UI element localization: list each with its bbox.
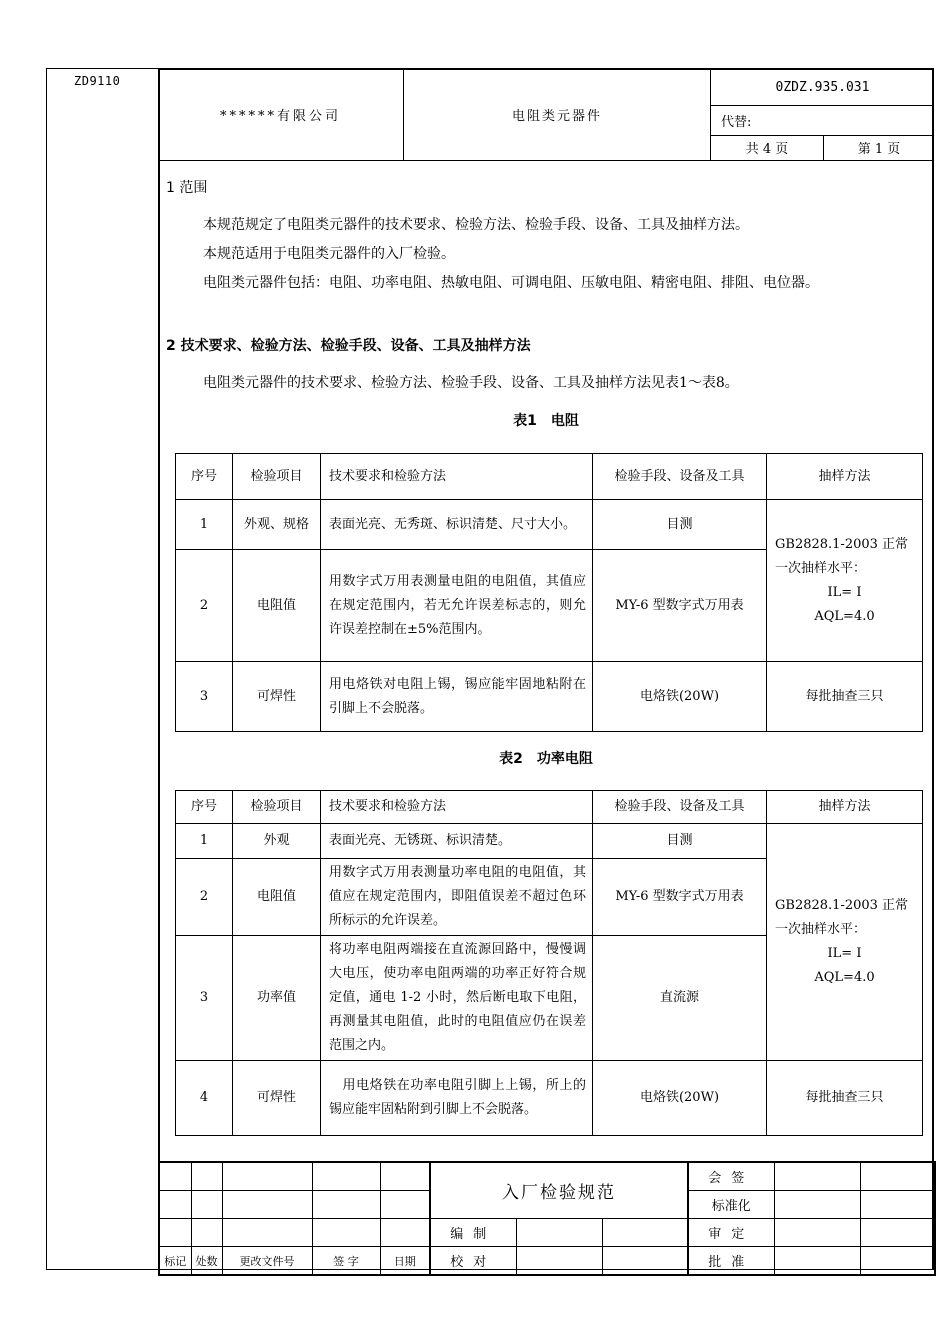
doc-id: ZD9110 bbox=[74, 74, 121, 88]
table-2 bbox=[175, 790, 923, 1136]
cell-sampling bbox=[767, 824, 923, 1061]
cell-item: 电阻值 bbox=[233, 550, 321, 662]
section-1-para-3: 电阻类元器件包括：电阻、功率电阻、热敏电阻、可调电阻、压敏电阻、精密电阻、排阻、电位器。 bbox=[203, 275, 819, 291]
table-row bbox=[176, 662, 923, 732]
cell-no: 1 bbox=[176, 824, 233, 859]
section-2-heading: 2 技术要求、检验方法、检验手段、设备、工具及抽样方法 bbox=[166, 338, 531, 354]
cell-tool: 直流源 bbox=[593, 936, 767, 1061]
label-approve: 批准 bbox=[688, 1247, 774, 1276]
label-proofread: 校对 bbox=[430, 1247, 516, 1276]
cell-tool: 电烙铁(20W) bbox=[593, 1061, 767, 1136]
cell-item: 可焊性 bbox=[233, 1061, 321, 1136]
table-header-row bbox=[176, 454, 923, 500]
col-header: 技术要求和检验方法 bbox=[321, 791, 593, 824]
table-1-title: 表1 电阻 bbox=[513, 413, 579, 429]
table-row bbox=[176, 1061, 923, 1136]
table-2-title: 表2 功率电阻 bbox=[499, 751, 593, 767]
cell-tool: MY-6 型数字式万用表 bbox=[593, 550, 767, 662]
col-header: 检验手段、设备及工具 bbox=[593, 454, 767, 500]
doc-code: 0ZDZ.935.031 bbox=[711, 69, 935, 105]
cell-no: 1 bbox=[176, 500, 233, 550]
col-header: 检验项目 bbox=[233, 791, 321, 824]
col-header: 技术要求和检验方法 bbox=[321, 454, 593, 500]
table-1 bbox=[175, 453, 923, 732]
cell-no: 2 bbox=[176, 550, 233, 662]
replaces-field: 代替: bbox=[711, 105, 935, 135]
header-table bbox=[158, 68, 934, 161]
cell-tool: 目测 bbox=[593, 824, 767, 859]
section-1-heading: 1 范围 bbox=[166, 180, 208, 196]
sampling-standard: GB2828.1-2003 正常一次抽样水平： bbox=[775, 536, 909, 576]
rev-header-sign: 签 字 bbox=[312, 1247, 380, 1276]
sampling-level: IL= I bbox=[827, 946, 862, 961]
section-1-para-2: 本规范适用于电阻类元器件的入厂检验。 bbox=[203, 246, 455, 262]
section-1-para-1: 本规范规定了电阻类元器件的技术要求、检验方法、检验手段、设备、工具及抽样方法。 bbox=[203, 217, 749, 233]
cell-item: 功率值 bbox=[233, 936, 321, 1061]
label-standardize: 标准化 bbox=[688, 1191, 774, 1219]
doc-title: 电阻类元器件 bbox=[404, 69, 711, 160]
cell-requirement: 用电烙铁在功率电阻引脚上上锡，所上的锡应能牢固粘附到引脚上不会脱落。 bbox=[321, 1061, 593, 1136]
cell-tool: 目测 bbox=[593, 500, 767, 550]
cell-sampling: 每批抽查三只 bbox=[767, 662, 923, 732]
cell-no: 4 bbox=[176, 1061, 233, 1136]
cell-item: 电阻值 bbox=[233, 859, 321, 936]
table-header-row bbox=[176, 791, 923, 824]
page-number: 第 1 页 bbox=[824, 135, 935, 160]
cell-requirement: 将功率电阻两端接在直流源回路中，慢慢调大电压，使功率电阻两端的功率正好符合规定值，通电 1-2 小时，然后断电取下电阻，再测量其电阻值，此时的电阻值应仍在误差范围之内。 bbox=[321, 936, 593, 1061]
sampling-standard: GB2828.1-2003 正常一次抽样水平： bbox=[775, 898, 909, 937]
cell-tool: MY-6 型数字式万用表 bbox=[593, 859, 767, 936]
label-review: 审定 bbox=[688, 1219, 774, 1247]
rev-header-count: 处数 bbox=[191, 1247, 222, 1276]
sampling-aql: AQL=4.0 bbox=[814, 608, 875, 624]
sampling-level: IL= I bbox=[827, 584, 862, 600]
rev-header-date: 日期 bbox=[380, 1247, 430, 1276]
cell-requirement: 用数字式万用表测量功率电阻的电阻值，其值应在规定范围内，即阻值误差不超过色环所标示的允许误差。 bbox=[321, 859, 593, 936]
doc-type: 入厂检验规范 bbox=[430, 1162, 688, 1219]
col-header: 检验手段、设备及工具 bbox=[593, 791, 767, 824]
col-header: 序号 bbox=[176, 454, 233, 500]
cell-no: 3 bbox=[176, 936, 233, 1061]
cell-requirement: 表面光亮、无秀斑、标识清楚、尺寸大小。 bbox=[321, 500, 593, 550]
footer-title-block bbox=[158, 1161, 936, 1276]
col-header: 序号 bbox=[176, 791, 233, 824]
label-countersign: 会签 bbox=[688, 1162, 774, 1191]
total-pages: 共 4 页 bbox=[711, 135, 824, 160]
col-header: 抽样方法 bbox=[767, 454, 923, 500]
cell-no: 2 bbox=[176, 859, 233, 936]
cell-sampling: 每批抽查三只 bbox=[767, 1061, 923, 1136]
cell-requirement: 表面光亮、无锈斑、标识清楚。 bbox=[321, 824, 593, 859]
cell-item: 可焊性 bbox=[233, 662, 321, 732]
section-2-para: 电阻类元器件的技术要求、检验方法、检验手段、设备、工具及抽样方法见表1～表8。 bbox=[203, 375, 739, 391]
cell-sampling bbox=[767, 500, 923, 662]
cell-tool: 电烙铁(20W) bbox=[593, 662, 767, 732]
table-row bbox=[176, 500, 923, 550]
cell-no: 3 bbox=[176, 662, 233, 732]
rev-header-mark: 标记 bbox=[159, 1247, 191, 1276]
cell-requirement: 用数字式万用表测量电阻的电阻值，其值应在规定范围内，若无允许误差标志的，则允许误差控制在±5%范围内。 bbox=[321, 550, 593, 662]
col-header: 抽样方法 bbox=[767, 791, 923, 824]
table-row bbox=[176, 824, 923, 859]
cell-item: 外观 bbox=[233, 824, 321, 859]
cell-item: 外观、规格 bbox=[233, 500, 321, 550]
rev-header-docno: 更改文件号 bbox=[222, 1247, 312, 1276]
cell-requirement: 用电烙铁对电阻上锡，锡应能牢固地粘附在引脚上不会脱落。 bbox=[321, 662, 593, 732]
company-name: ******有限公司 bbox=[158, 69, 404, 160]
col-header: 检验项目 bbox=[233, 454, 321, 500]
label-prepare: 编制 bbox=[430, 1219, 516, 1247]
sampling-aql: AQL=4.0 bbox=[814, 970, 875, 985]
